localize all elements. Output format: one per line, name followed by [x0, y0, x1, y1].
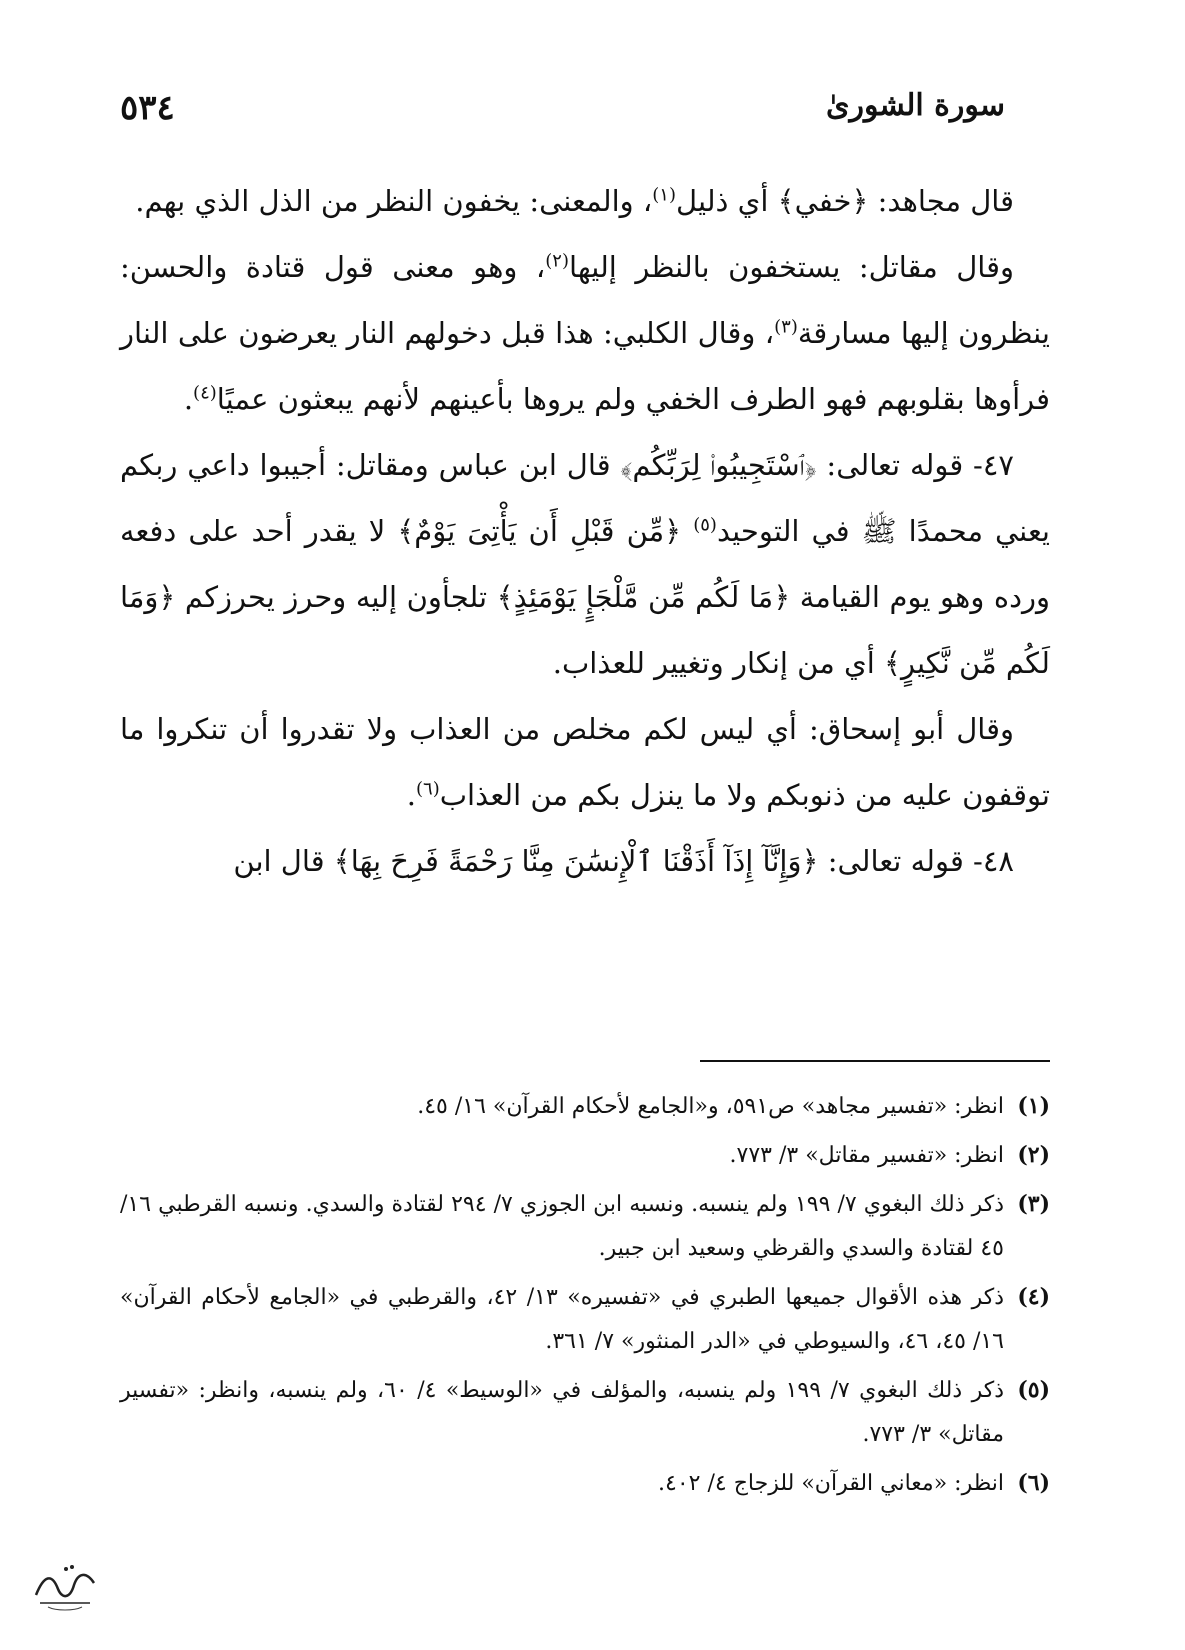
paragraph-muqatil	[120, 234, 1050, 432]
main-text	[120, 168, 1050, 894]
paragraph-text: .	[406, 778, 416, 812]
footnote-item	[120, 1133, 1050, 1178]
page-header	[120, 80, 1005, 140]
paragraph-verse-47	[120, 432, 1050, 696]
footnote-ref: (٢)	[545, 250, 569, 272]
paragraph-text: وقال مقاتل: يستخفون بالنظر إليها	[569, 250, 1015, 284]
footnote-text: ذكر ذلك البغوي ٧/ ١٩٩ ولم ينسبه. ونسبه ابن الجوزي ٧/ ٢٩٤ لقتادة والسدي. ونسبه القرطبي ١٦/ ٤٥ لقتادة والسدي والقرظي وسعيد ابن جبير.	[120, 1192, 1005, 1261]
footnote-number: (٤)	[1017, 1284, 1051, 1310]
paragraph-text: ، والمعنى: يخفون النظر من الذل الذي بهم.	[135, 184, 653, 218]
footnote-text: ذكر ذلك البغوي ٧/ ١٩٩ ولم ينسبه، والمؤلف في «الوسيط» ٤/ ٦٠، ولم ينسبه، وانظر: «تفسير مقاتل» ٣/ ٧٧٣.	[120, 1378, 1004, 1447]
footnote-ref: (٦)	[416, 778, 440, 800]
footnote-text: انظر: «تفسير مجاهد» ص٥٩١، و«الجامع لأحكام القرآن» ١٦/ ٤٥.	[417, 1094, 1004, 1119]
footnote-item	[120, 1368, 1050, 1457]
surah-title: سورة الشورىٰ	[826, 88, 1005, 123]
footnote-number: (٥)	[1017, 1377, 1050, 1403]
footnote-text: ذكر هذه الأقوال جميعها الطبري في «تفسيره» ١٣/ ٤٢، والقرطبي في «الجامع لأحكام القرآن» ١٦/ ٤٥، ٤٦، والسيوطي في «الدر المنثور» ٧/ ٣٦١.	[120, 1285, 1005, 1354]
paragraph-text: ٤٨- قوله تعالى: ﴿وَإِنَّآ إِذَآ أَذَقْنَا ٱلْإِنسَٰنَ مِنَّا رَحْمَةً فَرِحَ بِهَا﴾ قال ابن	[233, 844, 1014, 878]
paragraph-text: ، وقال الكلبي: هذا قبل دخولهم النار يعرضون على النار فرأوها بقلوبهم فهو الطرف الخفي ولم يروها بأعينهم لأنهم يبعثون عميًا	[120, 316, 1050, 416]
footnote-number: (٢)	[1017, 1142, 1050, 1168]
footnote-item	[120, 1182, 1050, 1271]
footnote-ref: (٣)	[774, 316, 798, 338]
footnote-ref: (١)	[652, 184, 676, 206]
footnote-number: (١)	[1017, 1093, 1050, 1119]
paragraph-verse-48	[120, 828, 1050, 894]
page-number: ٥٣٤	[120, 88, 175, 128]
footnote-item	[120, 1275, 1050, 1364]
paragraph-text: وقال أبو إسحاق: أي ليس لكم مخلص من العذاب ولا تقدروا أن تنكروا ما توقفون عليه من ذنوبكم ولا ما ينزل بكم من العذاب	[120, 712, 1050, 812]
footnote-ref: (٤)	[193, 382, 217, 404]
library-stamp-logo	[30, 1555, 100, 1615]
paragraph-text: .	[183, 382, 194, 416]
footnote-ref: (٥)	[693, 514, 717, 536]
footnote-item	[120, 1084, 1050, 1129]
footnote-number: (٦)	[1017, 1470, 1050, 1496]
footnote-number: (٣)	[1017, 1191, 1051, 1217]
paragraph-text: ﴿مِّن قَبْلِ أَن يَأْتِىَ يَوْمٌ﴾ لا يقدر أحد على دفعه ورده وهو يوم القيامة ﴿مَا لَكُم مِّن مَّلْجَإٍ يَوْمَئِذٍ﴾ تلجأون إليه وحرز يحرزكم ﴿وَمَا لَكُم مِّن نَّكِيرٍ﴾ أي من إنكار وتغيير للعذاب.	[120, 514, 1050, 680]
paragraph-mujahid	[120, 168, 1050, 234]
footnotes	[120, 1084, 1050, 1510]
footnote-divider	[700, 1060, 1050, 1062]
footnote-text: انظر: «تفسير مقاتل» ٣/ ٧٧٣.	[729, 1143, 1004, 1168]
footnote-item	[120, 1461, 1050, 1506]
paragraph-text: ، وهو معنى قول قتادة والحسن: ينظرون إليها مسارقة	[120, 250, 1050, 350]
paragraph-text: قال مجاهد: ﴿خفي﴾ أي ذليل	[676, 184, 1014, 218]
footnote-text: انظر: «معاني القرآن» للزجاج ٤/ ٤٠٢.	[658, 1471, 1004, 1496]
paragraph-abu-ishaq	[120, 696, 1050, 828]
paragraph-text: ٤٧- قوله تعالى: ﴿ٱسْتَجِيبُوا۟ لِرَبِّكُم﴾ قال ابن عباس ومقاتل: أجيبوا داعي ربكم يعني محمدًا ﷺ في التوحيد	[120, 448, 1050, 548]
